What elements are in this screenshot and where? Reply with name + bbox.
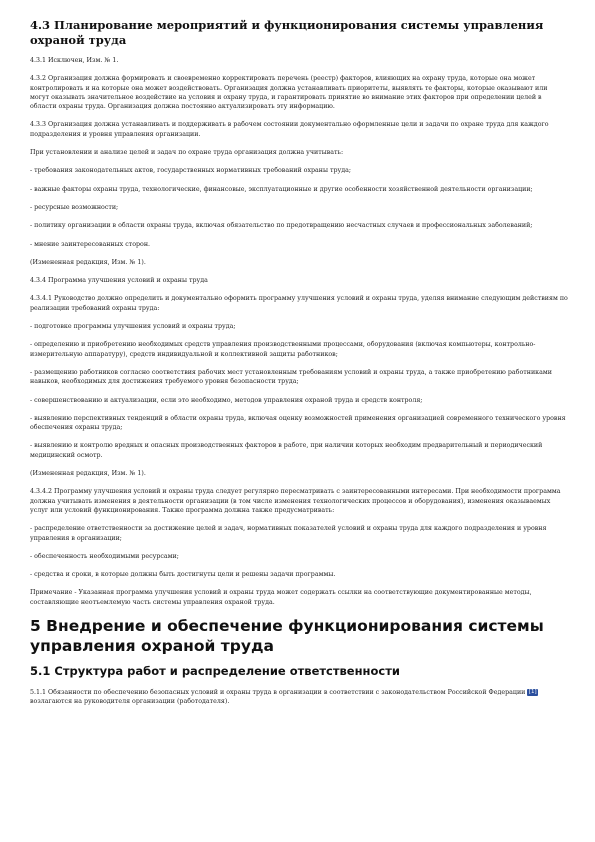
- paragraph: 4.3.2 Организация должна формировать и своевременно корректировать перечень (реестр) факторов, влияющих на охрану труда, которые она может контролировать и на которые она может воздействовать. Организация должна устанавливать приоритеты, выявлять те факторы, которые оказывают или могут оказывать значительное воздействие на условия и охрану труда, и гарантировать принятие во внимание этих факторов при определении целей в области охраны труда. Организация должна постоянно актуализировать эту информацию.: [30, 75, 548, 111]
- paragraph-text: 5.1.1 Обязанности по обеспечению безопасных условий и охраны труда в организации в соответствии с законодательством Российской Федерации: [30, 688, 528, 696]
- list-item: - подготовке программы улучшения условий и охраны труда;: [30, 323, 236, 331]
- paragraph-5-1-1: [30, 688, 568, 707]
- list-item: - обеспеченность необходимыми ресурсами;: [30, 552, 179, 560]
- document-content: [30, 18, 568, 716]
- reference-link[interactable]: [1]: [528, 688, 537, 695]
- list-item: - ресурсные возможности;: [30, 203, 119, 211]
- list-item: - размещению работников согласно соответствия рабочих мест установленным требованиям условий и охраны труда, а также приобретению работниками навыков, необходимых для достижения требуемого уровня безопасности труда;: [30, 368, 552, 386]
- list-item: - определению и приобретению необходимых средств управления производственными процессами, оборудования (включая компьютеры, контрольно-измерительную аппаратуру), средств индивидуальной и коллективной защиты работников;: [30, 341, 536, 358]
- amendment-note: (Измененная редакция, Изм. № 1).: [30, 470, 146, 478]
- section-5-1-heading: 5.1 Структура работ и распределение ответственности: [30, 663, 400, 678]
- paragraph: 4.3.1 Исключен, Изм. № 1.: [30, 57, 119, 64]
- list-item: - выявлению перспективных тенденций в области охраны труда, включая оценку возможностей применения организацией современного технического уровня обеспечения охраны труда;: [30, 414, 566, 432]
- amendment-note: (Измененная редакция, Изм. № 1).: [30, 258, 146, 266]
- paragraph: 4.3.3 Организация должна устанавливать и поддерживать в рабочем состоянии документально оформленные цели и задачи по охране труда для каждого подразделения и уровня управления организации.: [30, 121, 549, 138]
- list-item: - выявлению и контролю вредных и опасных производственных факторов в работе, при наличии которых необходим предварительный и периодический медицинский осмотр.: [30, 442, 543, 459]
- paragraph: При установлении и анализе целей и задач по охране труда организация должна учитывать:: [30, 149, 344, 157]
- list-item: - мнение заинтересованных сторон.: [30, 240, 151, 248]
- list-item: - политику организации в области охраны труда, включая обязательство по предотвращению несчастных случаев и профессиональных заболеваний;: [30, 222, 533, 230]
- list-item: - важные факторы охраны труда, технологические, финансовые, эксплуатационные и другие особенности хозяйственной деятельности организации;: [30, 185, 533, 193]
- subsection-title: 4.3.4 Программа улучшения условий и охраны труда: [30, 277, 208, 285]
- list-item: - требования законодательных актов, государственных нормативных требований охраны труда;: [30, 167, 351, 175]
- list-item: - совершенствованию и актуализации, если это необходимо, методов управления охраной труда и средств контроля;: [30, 396, 423, 404]
- paragraph: 4.3.4.1 Руководство должно определить и документально оформить программу улучшения условий и охраны труда, уделяя внимание следующим действиям по реализации требований охраны труда:: [30, 295, 568, 312]
- list-item: - распределение ответственности за достижение целей и задач, нормативных показателей условий и охраны труда для каждого подразделения и уровня управления в организации;: [30, 525, 547, 542]
- section-5-heading: 5 Внедрение и обеспечение функционирования системы управления охраной труда: [30, 616, 544, 655]
- paragraph: 4.3.4.2 Программу улучшения условий и охраны труда следует регулярно пересматривать с заинтересованными интересами. При необходимости программа должна учитывать изменения в деятельности организации (в том числе изменения технологических процессов и оборудования), изменения оказываемых услуг или условий функционирования. Также программа должна также предусматривать:: [30, 488, 561, 514]
- section-4-3-heading: 4.3 Планирование мероприятий и функционирования системы управления охраной труда: [30, 18, 544, 47]
- note-paragraph: Примечание - Указанная программа улучшения условий и охраны труда может содержать ссылки на соответствующие документированные методы, составляющие неотъемлемую часть системы управления охраной труда.: [30, 589, 532, 606]
- paragraph-text: возлагаются на руководителя организации (работодателя).: [30, 698, 230, 706]
- list-item: - средства и сроки, в которые должны быть достигнуты цели и решены задачи программы.: [30, 571, 336, 579]
